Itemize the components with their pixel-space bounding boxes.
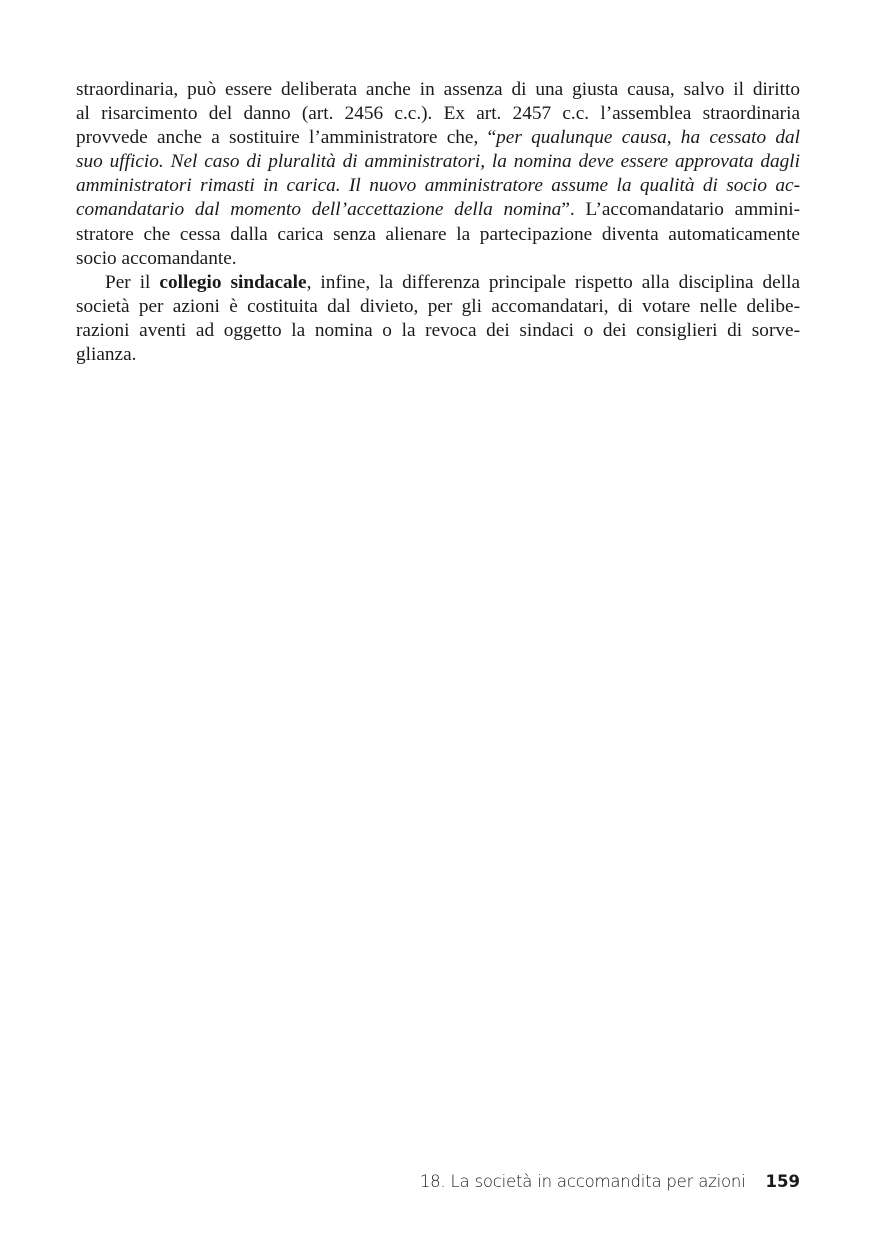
quotation-italic: amministratori rimasti in carica. Il nuovo amministratore assume la qualità di socio ac- — [76, 175, 800, 197]
page-body — [76, 78, 800, 367]
text-line — [76, 198, 800, 222]
text-line: società per azioni è costituita dal divieto, per gli accomandatari, di votare nelle delibe- — [76, 295, 800, 317]
page-footer — [76, 1172, 800, 1191]
text-line: socio accomandante. — [76, 247, 237, 269]
text-line — [76, 174, 800, 198]
text-line: straordinaria, può essere deliberata anche in assenza di una giusta causa, salvo il diritto — [76, 79, 800, 100]
paragraph-1 — [76, 78, 800, 271]
text-run: , infine, la differenza principale rispetto alla disciplina della — [306, 271, 800, 293]
text-line — [76, 150, 800, 174]
quotation-italic: suo ufficio. Nel caso di pluralità di amministratori, la nomina deve essere approvata dagli — [76, 151, 800, 173]
paragraph-2 — [76, 271, 800, 367]
text-line — [76, 271, 800, 295]
page-number: 159 — [765, 1172, 800, 1191]
running-footer-chapter-title: 18. La società in accomandita per azioni — [419, 1172, 746, 1191]
text-line: glianza. — [76, 344, 137, 366]
quotation-italic: comandatario dal momento dell’accettazione della nomina — [76, 199, 562, 221]
key-term-bold: collegio sindacale — [159, 271, 307, 293]
text-line: razioni aventi ad oggetto la nomina o la revoca dei sindaci o dei consiglieri di sorve- — [76, 319, 800, 341]
text-line: stratore che cessa dalla carica senza alienare la partecipazione diventa automaticamente — [76, 223, 800, 245]
text-line: al risarcimento del danno (art. 2456 c.c.). Ex art. 2457 c.c. l’assemblea straordinaria — [76, 103, 800, 125]
text-line — [76, 126, 800, 150]
text-run: ”. L’accomandatario ammini- — [561, 199, 800, 221]
text-run: provvede anche a sostituire l’amministratore che, “ — [76, 127, 497, 149]
text-run: Per il — [105, 271, 160, 293]
quotation-italic: per qualunque causa, ha cessato dal — [496, 127, 800, 149]
